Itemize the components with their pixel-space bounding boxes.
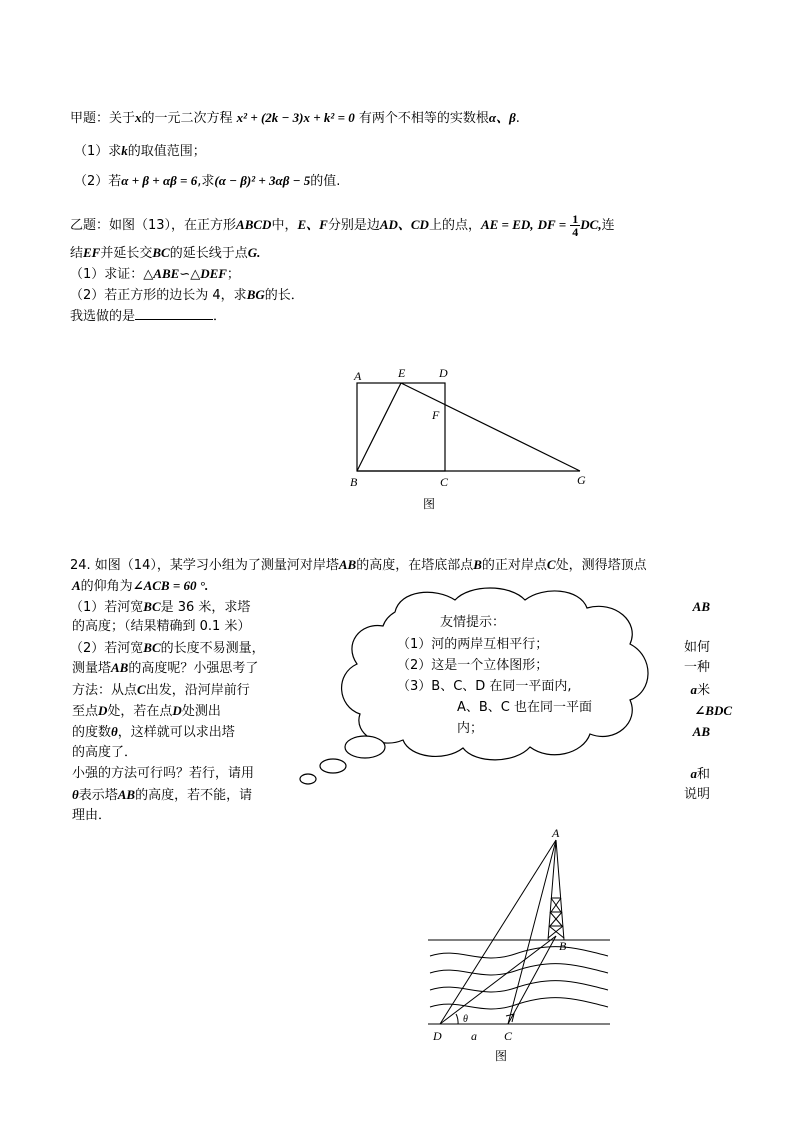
label-theta: θ bbox=[463, 1014, 468, 1025]
right-frag-2: 如何 bbox=[683, 640, 710, 655]
problem-24-q2-b: 测量塔AB的高度呢？小强思考了 bbox=[72, 660, 259, 676]
segment-eg bbox=[401, 383, 580, 471]
problem-b-q2: （2）若正方形的边长为 4，求BG的长． bbox=[70, 287, 304, 303]
problem-a-q2: （2）若α + β + αβ = 6,求(α − β)² + 3αβ − 5的值. bbox=[74, 173, 341, 189]
problem-24-q2-h: θ表示塔AB的高度，若不能，请 bbox=[72, 787, 253, 803]
hint-item-4: A、B、C 也在同一平面 bbox=[457, 700, 593, 715]
right-frag-4: a米 bbox=[690, 682, 710, 698]
segment-be bbox=[357, 383, 401, 471]
problem-24-q2-i: 理由． bbox=[72, 808, 112, 823]
label-C: C bbox=[440, 475, 449, 489]
figure-14-caption: 图 bbox=[495, 1049, 508, 1063]
problem-24-q2-d: 至点D处，若在点D处测出 bbox=[72, 703, 221, 719]
label-A: A bbox=[552, 828, 560, 840]
problem-24-q2-g: 小强的方法可行吗？若行，请用 bbox=[72, 766, 255, 781]
problem-24-q2-c: 方法：从点C出发，沿河岸前行 bbox=[72, 682, 250, 698]
quadratic-equation: x² + (2k − 3)x + k² = 0 bbox=[236, 110, 355, 125]
problem-24-line1: 24. 如图（14），某学习小组为了测量河对岸塔AB的高度，在塔底部点B的正对岸点C处，测得塔顶点 bbox=[70, 557, 647, 573]
right-frag-1: AB bbox=[692, 599, 710, 614]
hint-title: 友情提示： bbox=[440, 615, 506, 630]
choice-line: 我选做的是 ． bbox=[70, 309, 227, 324]
wave-2 bbox=[430, 964, 608, 975]
right-frag-5: ∠BDC bbox=[694, 703, 732, 718]
label-C: C bbox=[504, 1029, 513, 1043]
label-B: B bbox=[559, 939, 567, 953]
right-frag-8: 说明 bbox=[683, 787, 710, 802]
figure-13-caption: 图 bbox=[423, 497, 436, 511]
label-A: A bbox=[354, 369, 362, 383]
hint-item-1: （1）河的两岸互相平行； bbox=[397, 637, 549, 652]
hint-item-5: 内； bbox=[457, 721, 484, 736]
label-F: F bbox=[432, 408, 440, 422]
right-frag-6: AB bbox=[692, 724, 710, 739]
segment-ad bbox=[440, 840, 556, 1024]
problem-24-q1-a: （1）若河宽BC是 36 米，求塔 bbox=[70, 599, 251, 615]
hint-item-3: （3）B、C、D 在同一平面内, bbox=[397, 679, 572, 694]
hint-item-2: （2）这是一个立体图形； bbox=[397, 658, 549, 673]
fraction-one-quarter: $\frac{1}{4}$ bbox=[572, 212, 579, 239]
thought-bubble-large bbox=[345, 736, 385, 758]
figure-13 bbox=[340, 360, 600, 515]
label-G: G bbox=[577, 473, 586, 487]
right-frag-7: a和 bbox=[690, 766, 710, 782]
figure-14 bbox=[420, 828, 620, 1068]
thought-bubble-medium bbox=[320, 759, 346, 773]
wave-1 bbox=[430, 947, 608, 958]
thought-bubble-small bbox=[300, 774, 316, 784]
label-D: D bbox=[433, 1029, 442, 1043]
label-B: B bbox=[350, 475, 358, 489]
problem-24-q2-f: 的高度了． bbox=[72, 745, 138, 760]
problem-24-q1-b: 的高度；（结果精确到 0.1 米） bbox=[72, 619, 251, 634]
label-D: D bbox=[439, 366, 448, 380]
problem-a-line1: 甲题：关于x的一元二次方程 x² + (2k − 3)x + k² = 0 有两个不相等的实数根α、β. bbox=[70, 110, 520, 126]
problem-b-line1: 乙题：如图（13），在正方形ABCD中，E、F分别是边AD、CD上的点，AE = ED, DF = $\frac{1}{4}$ DC,连 bbox=[70, 212, 615, 239]
segment-bd bbox=[440, 936, 556, 1024]
choice-answer-blank[interactable] bbox=[135, 307, 213, 320]
right-frag-3: 一种 bbox=[683, 660, 710, 675]
problem-b-line2: 结EF并延长交BC的延长线于点G. bbox=[70, 245, 261, 261]
problem-24-q2-e: 的度数θ，这样就可以求出塔 bbox=[72, 724, 235, 740]
tower bbox=[548, 840, 564, 940]
problem-a-q1: （1）求k的取值范围； bbox=[74, 143, 206, 159]
problem-24-line2: A的仰角为∠ACB = 60 °. bbox=[72, 578, 209, 594]
square-abcd bbox=[357, 383, 445, 471]
problem-b-q1: （1）求证：△ABE∽△DEF； bbox=[70, 266, 240, 282]
problem-24-q2-a: （2）若河宽BC的长度不易测量， bbox=[70, 640, 265, 656]
label-E: E bbox=[398, 366, 406, 380]
label-a: a bbox=[471, 1029, 477, 1043]
angle-theta-arc bbox=[456, 1014, 458, 1024]
